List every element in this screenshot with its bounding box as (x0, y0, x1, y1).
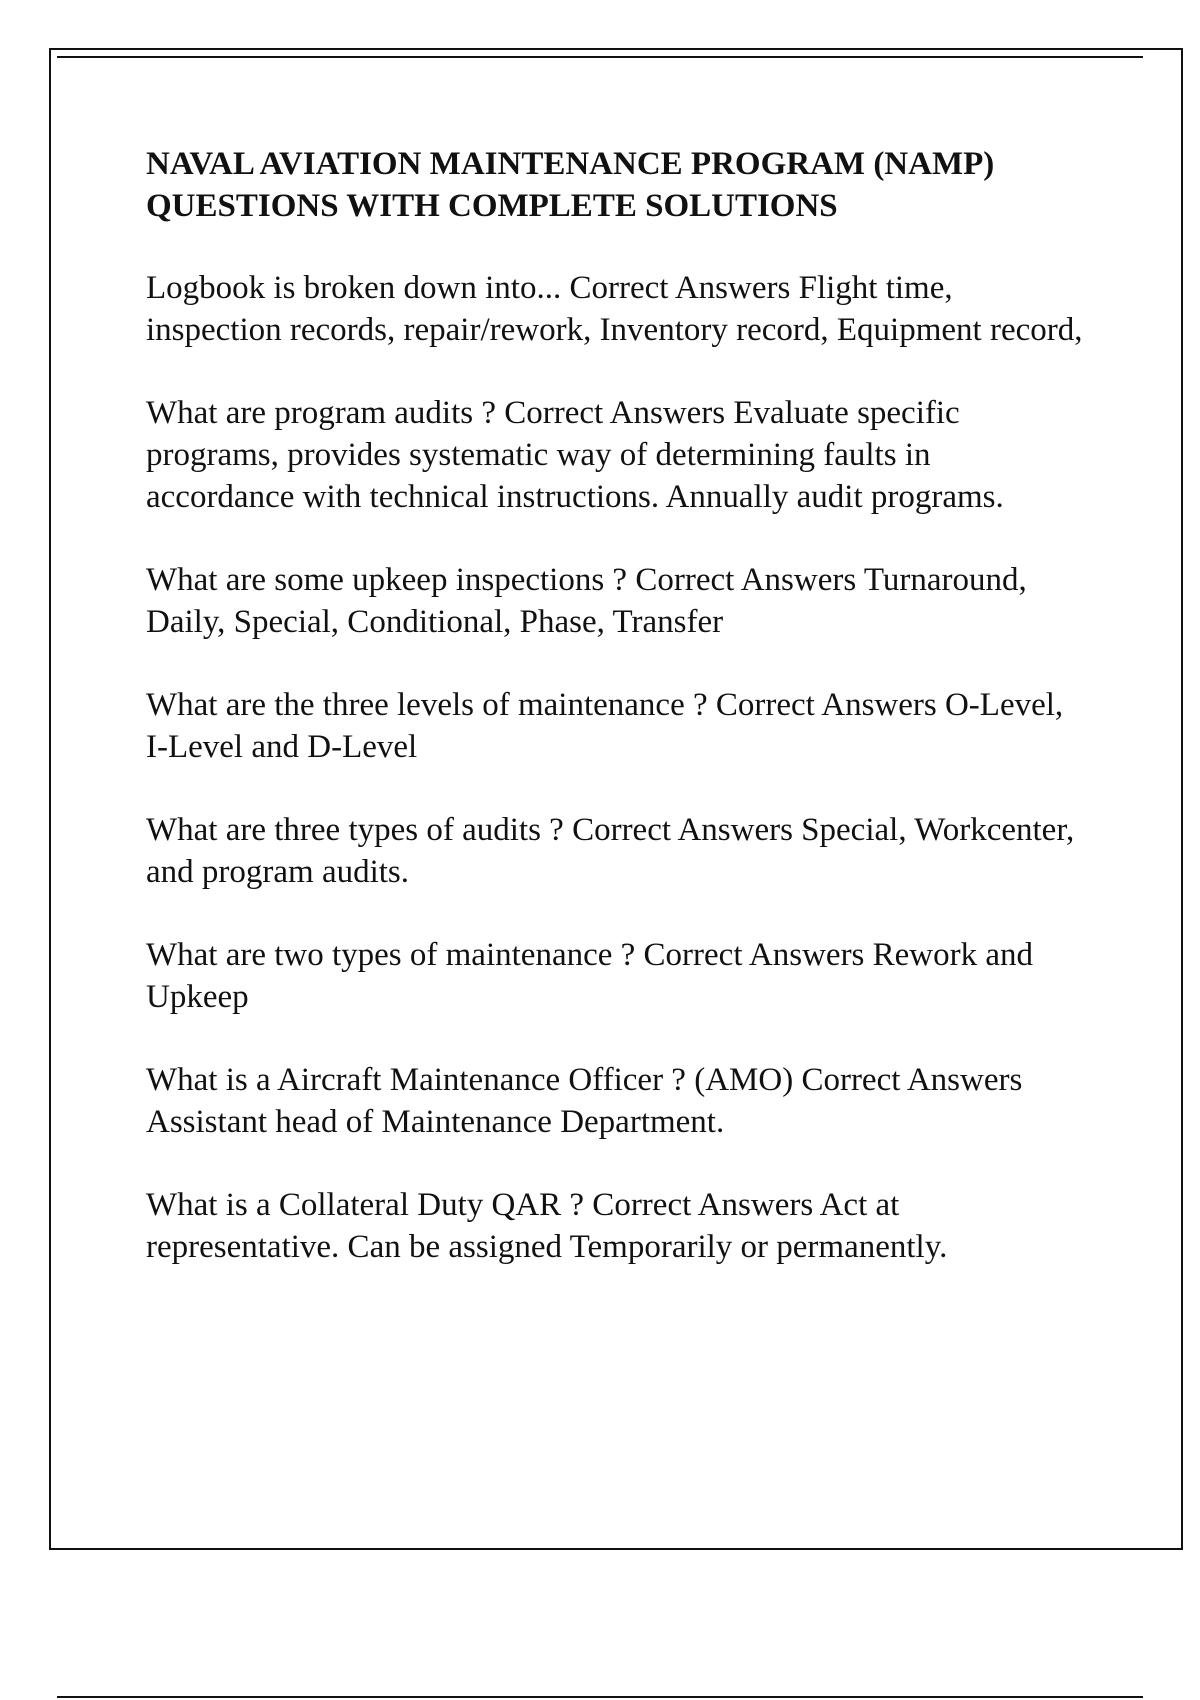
qa-item-amo: What is a Aircraft Maintenance Officer ? (AMO) Correct Answers Assistant head of Maintenance Department. (146, 1062, 1023, 1140)
qa-item-upkeep-inspections: What are some upkeep inspections ? Correct Answers Turnaround, Daily, Special, Conditional, Phase, Transfer (146, 562, 1027, 640)
document-body (146, 143, 1086, 1309)
qa-item-logbook: Logbook is broken down into... Correct Answers Flight time, inspection records, repair/rework, Inventory record, Equipment record, (146, 270, 1083, 348)
document-title: NAVAL AVIATION MAINTENANCE PROGRAM (NAMP) QUESTIONS WITH COMPLETE SOLUTIONS (146, 146, 995, 224)
qa-item-maintenance-levels: What are the three levels of maintenance ? Correct Answers O-Level, I-Level and D-Level (146, 687, 1064, 765)
qa-item-collateral-duty-qar: What is a Collateral Duty QAR ? Correct Answers Act at representative. Can be assigned Temporarily or permanently. (146, 1187, 948, 1265)
qa-item-maintenance-types: What are two types of maintenance ? Correct Answers Rework and Upkeep (146, 937, 1034, 1015)
qa-item-audit-types: What are three types of audits ? Correct Answers Special, Workcenter, and program audits. (146, 812, 1075, 890)
bottom-rule (57, 1696, 1143, 1698)
top-rule (57, 56, 1143, 58)
qa-item-program-audits: What are program audits ? Correct Answers Evaluate specific programs, provides systematic way of determining faults in accordance with technical instructions. Annually audit programs. (146, 395, 1004, 515)
